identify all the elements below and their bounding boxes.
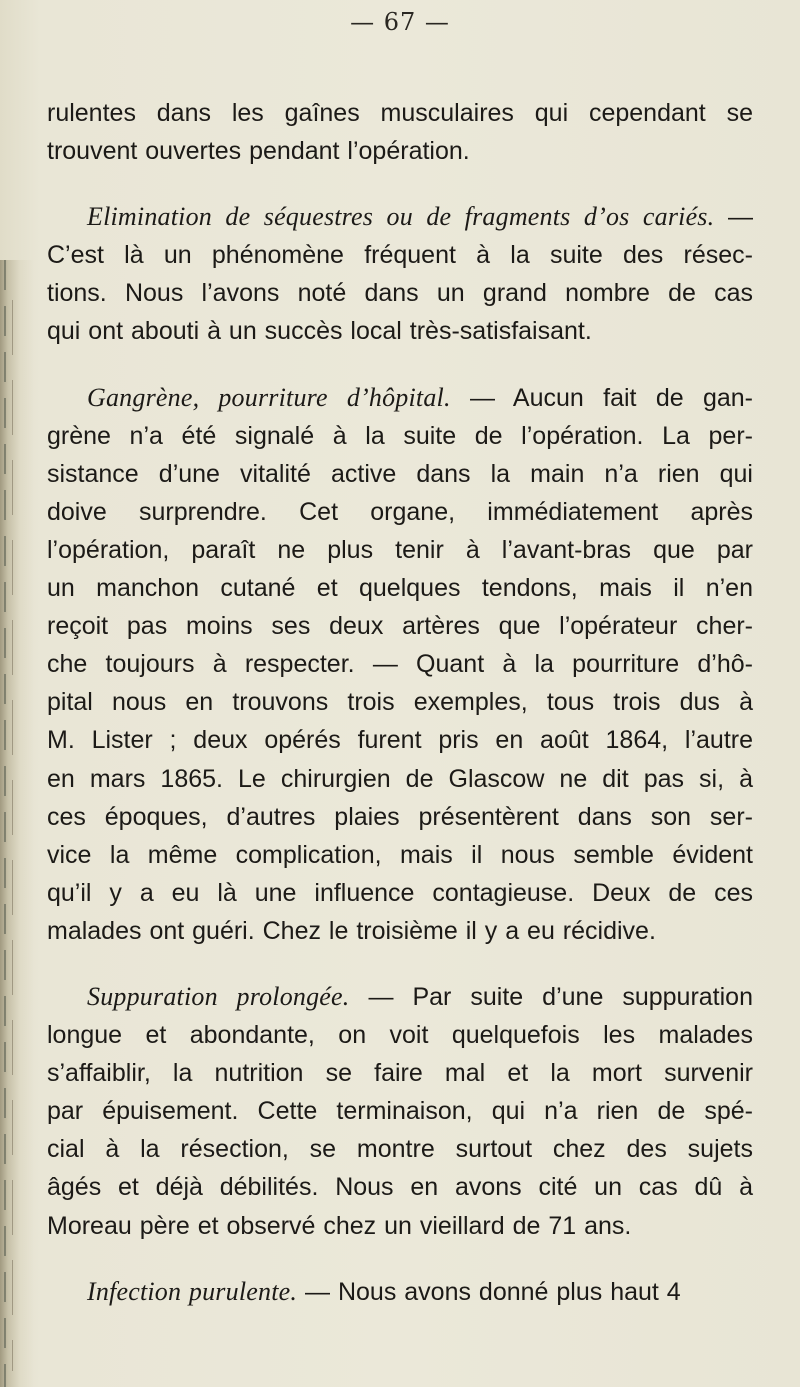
text-line: doive surprendre. Cet organe, immédiatement après: [47, 497, 753, 526]
section-heading-gangrene: Gangrène, pourriture d’hôpital.: [87, 382, 451, 412]
text-line: s’affaiblir, la nutrition se faire mal et la mort survenir: [47, 1059, 753, 1088]
paragraph-elimination: [47, 198, 753, 350]
heading-tail: —: [714, 203, 753, 232]
text-line: tions. Nous l’avons noté dans un grand nombre de cas: [47, 279, 753, 308]
section-heading-suppuration: Suppuration prolongée.: [87, 981, 350, 1011]
paragraph-gangrene: [47, 379, 753, 950]
text-line: trouvent ouvertes pendant l’opération.: [47, 137, 470, 166]
body-text: [47, 94, 753, 1311]
paragraph-heading-line: [47, 1273, 753, 1311]
text-line: rulentes dans les gaînes musculaires qui cependant se: [47, 99, 753, 127]
text-line: qui ont abouti à un succès local très-satisfaisant.: [47, 317, 592, 346]
heading-tail: — Par suite d’une suppuration: [349, 982, 753, 1011]
text-line: sistance d’une vitalité active dans la main n’a rien qui: [47, 459, 753, 488]
text-line: l’opération, paraît ne plus tenir à l’avant-bras que par: [47, 535, 753, 564]
text-line: che toujours à respecter. — Quant à la pourriture d’hô-: [47, 650, 753, 679]
heading-tail: — Aucun fait de gan-: [450, 383, 753, 412]
paragraph-suppuration: [47, 978, 753, 1245]
paragraph-heading-line: [47, 198, 753, 236]
paragraph-continuation: [47, 94, 753, 170]
page-number: — 67 —: [350, 8, 450, 36]
text-line: qu’il y a eu là une influence contagieuse. Deux de ces: [47, 878, 753, 907]
text-line: reçoit pas moins ses deux artères que l’opérateur cher-: [47, 612, 753, 641]
text-line: Moreau père et observé chez un vieillard de 71 ans.: [47, 1211, 632, 1240]
paragraph-heading-line: [47, 978, 753, 1016]
paragraph-heading-line: [47, 379, 753, 417]
section-heading-infection: Infection purulente.: [87, 1276, 298, 1306]
text-line: ces époques, d’autres plaies présentèrent dans son ser-: [47, 802, 753, 831]
text-line: malades ont guéri. Chez le troisième il y a eu récidive.: [47, 916, 656, 945]
text-line: par épuisement. Cette terminaison, qui n’a rien de spé-: [47, 1097, 753, 1126]
paragraph-infection: [47, 1273, 753, 1311]
text-line: longue et abondante, on voit quelquefois les malades: [47, 1021, 753, 1050]
text-line: C’est là un phénomène fréquent à la suite des résec-: [47, 241, 753, 270]
text-line: M. Lister ; deux opérés furent pris en août 1864, l’autre: [47, 726, 753, 755]
page-binding-edge: [0, 260, 34, 1387]
text-line: pital nous en trouvons trois exemples, tous trois dus à: [47, 688, 753, 717]
text-line: grène n’a été signalé à la suite de l’opération. La per-: [47, 421, 753, 450]
heading-tail: — Nous avons donné plus haut 4: [297, 1277, 681, 1306]
text-line: âgés et déjà débilités. Nous en avons cité un cas dû à: [47, 1173, 753, 1202]
text-line: un manchon cutané et quelques tendons, mais il n’en: [47, 574, 753, 603]
text-line: cial à la résection, se montre surtout chez des sujets: [47, 1135, 753, 1164]
section-heading-elimination: Elimination de séquestres ou de fragments d’os cariés.: [87, 202, 715, 232]
text-line: en mars 1865. Le chirurgien de Glascow ne dit pas si, à: [47, 764, 753, 793]
text-line: vice la même complication, mais il nous semble évident: [47, 840, 753, 869]
